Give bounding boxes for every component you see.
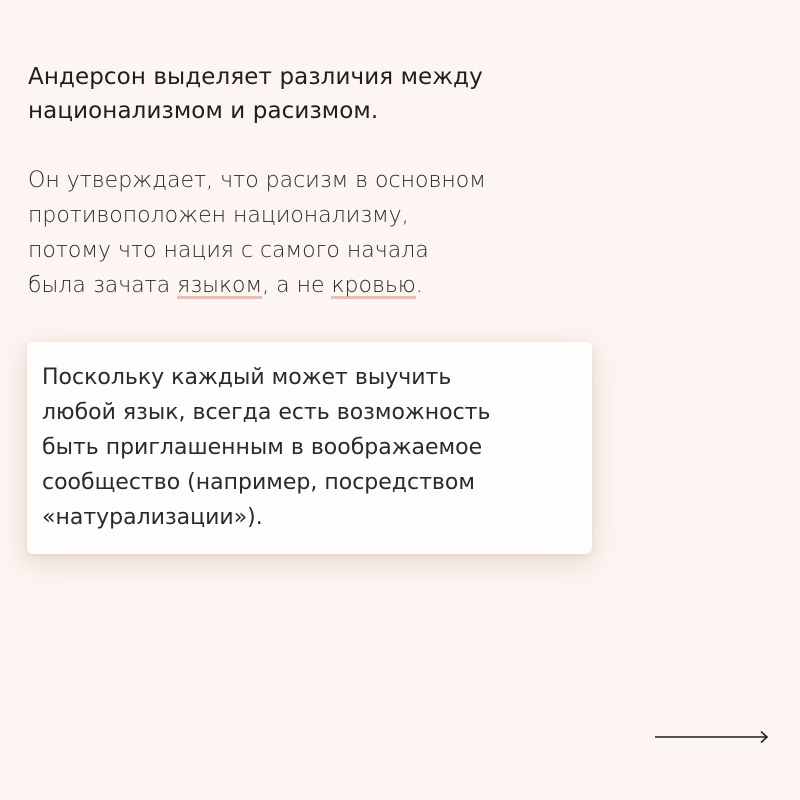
paragraph-text: была зачата [28,273,178,298]
highlight-word-blood: кровью [331,273,416,298]
paragraph-line: противоположен национализму, [28,203,409,228]
arrow-right-icon-graphic [655,729,770,745]
quote-line: «натурализации»). [42,505,263,530]
heading-line: Андерсон выделяет различия между [28,64,483,90]
quote-line: любой язык, всегда есть возможность [42,400,491,425]
paragraph-line: потому что нация с самого начала [28,238,429,263]
paragraph-line [28,268,648,303]
highlight-word-language: языком [177,273,263,298]
paragraph-text: , а не [262,273,332,298]
quote-card [27,342,592,554]
quote-line: сообщество (например, посредством [42,470,475,495]
heading-line: национализмом и расизмом. [28,98,379,124]
paragraph-text: . [415,273,423,298]
quote-text [42,360,592,535]
paragraph-line: Он утверждает, что расизм в основном [28,168,486,193]
arrow-right-icon[interactable] [655,729,770,745]
quote-line: быть приглашенным в воображаемое [42,435,483,460]
body-paragraph [28,163,648,303]
heading [28,60,628,128]
quote-line: Поскольку каждый может выучить [42,365,452,390]
